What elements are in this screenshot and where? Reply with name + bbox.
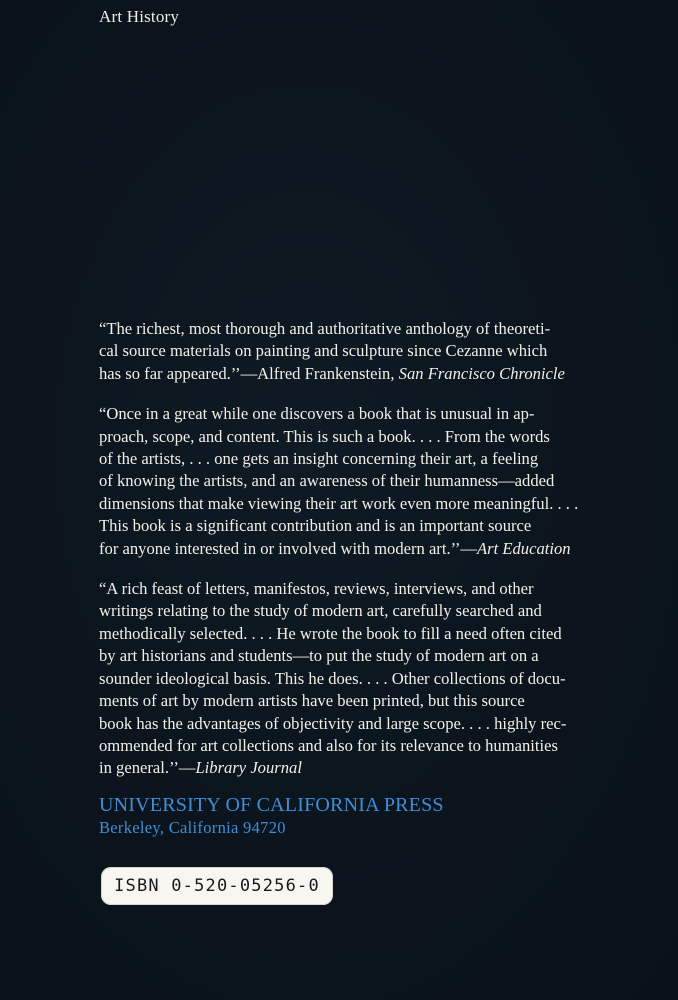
- quote-line: has so far appeared.’’—Alfred Frankenstein,: [99, 363, 399, 383]
- quote-line: dimensions that make viewing their art work even more meaningful. . . .: [99, 493, 579, 513]
- publisher-address: Berkeley, California 94720: [99, 818, 286, 837]
- quote-line: writings relating to the study of modern art, carefully searched and: [99, 601, 542, 621]
- quote-line: sounder ideological basis. This he does. . . . Other collections of docu-: [99, 668, 566, 688]
- quote-source: Art Education: [477, 538, 571, 558]
- quote-line-with-source: [99, 363, 619, 385]
- quote-line: ommended for art collections and also for its relevance to humanities: [99, 735, 558, 755]
- review-quote-2: [99, 403, 619, 560]
- review-quote-3: [99, 578, 619, 780]
- quote-line: by art historians and students—to put the study of modern art on a: [99, 646, 539, 666]
- quote-line: in general.’’—: [99, 758, 196, 778]
- quote-line: book has the advantages of objectivity and large scope. . . . highly rec-: [99, 713, 567, 733]
- quote-line: This book is a significant contribution and is an important source: [99, 516, 532, 536]
- quote-line: ments of art by modern artists have been printed, but this source: [99, 691, 525, 711]
- isbn-sticker: [101, 867, 333, 905]
- isbn-number: ISBN 0-520-05256-0: [114, 876, 320, 896]
- quote-line-with-source: [99, 538, 619, 560]
- quote-line: methodically selected. . . . He wrote the book to fill a need often cited: [99, 623, 562, 643]
- quote-line: of knowing the artists, and an awareness of their humanness—added: [99, 471, 555, 491]
- quote-line: for anyone interested in or involved with modern art.’’—: [99, 538, 478, 558]
- publisher-block: [99, 793, 444, 839]
- publisher-name: UNIVERSITY OF CALIFORNIA PRESS: [99, 794, 444, 816]
- quote-line: proach, scope, and content. This is such a book. . . . From the words: [99, 426, 550, 446]
- quote-line: cal source materials on painting and sculpture since Cezanne which: [99, 341, 548, 361]
- quote-line-with-source: [99, 757, 619, 779]
- category-label: Art History: [99, 7, 180, 26]
- review-quotes: [99, 318, 619, 798]
- review-quote-1: [99, 318, 619, 385]
- quote-line: “The richest, most thorough and authoritative anthology of theoreti-: [99, 319, 551, 338]
- quote-source: Library Journal: [195, 758, 302, 778]
- quote-source: San Francisco Chronicle: [398, 363, 565, 383]
- quote-line: of the artists, . . . one gets an insight concerning their art, a feeling: [99, 449, 539, 469]
- quote-line: “Once in a great while one discovers a book that is unusual in ap-: [99, 404, 535, 424]
- quote-line: “A rich feast of letters, manifestos, reviews, interviews, and other: [99, 579, 534, 599]
